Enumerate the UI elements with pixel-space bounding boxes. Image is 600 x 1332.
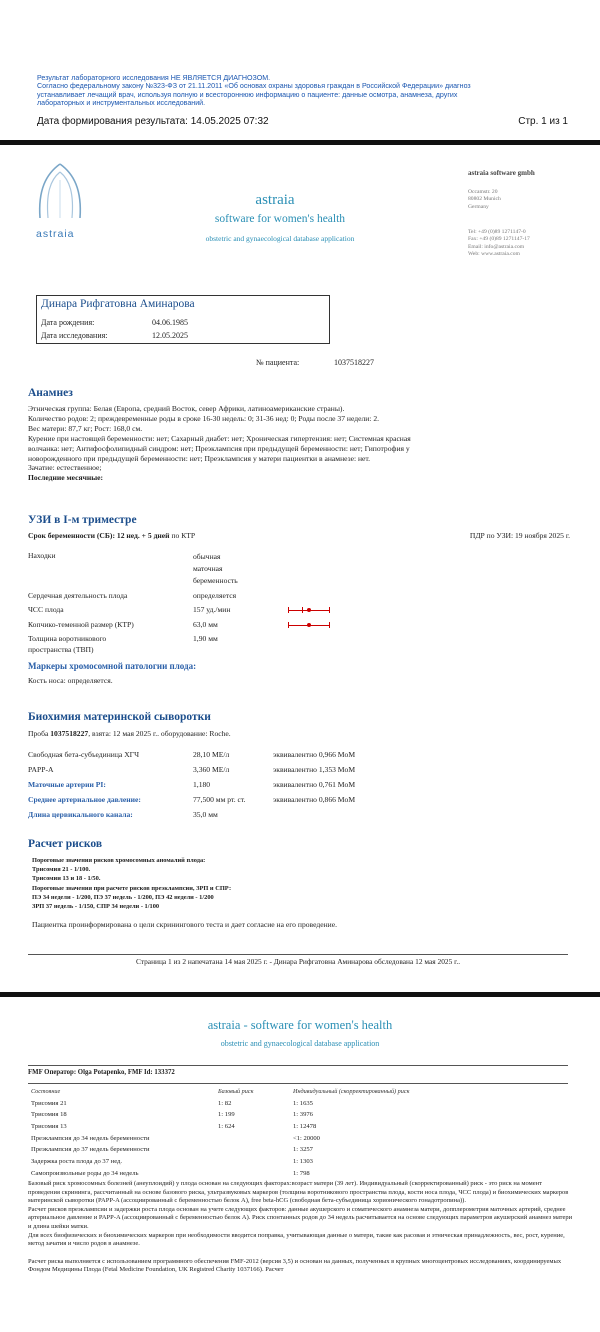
patient-name: Динара Рифгатовна Аминарова [41,298,195,310]
findings-label: Находки [28,551,56,560]
exam-date-label: Дата исследования: [41,331,108,340]
risk-line: ПЭ 34 недели - 1/200, ПЭ 37 недель - 1/200, ПЭ 42 недели - 1/200 [32,893,214,901]
findings-line: обычная [193,552,221,561]
page-number: Стр. 1 из 1 [518,116,568,127]
uta-pi-value: 1,180 [193,780,211,789]
markers-title: Маркеры хромосомной патологии плода: [28,661,197,671]
operator: FMF Оператор: Olga Potapenko, FMF Id: 133372 [28,1069,175,1076]
page-divider [0,992,600,997]
anamnesis-text [28,404,578,483]
nasal-bone: Кость носа: определяется. [28,676,113,685]
page2-subtitle: obstetric and gynaecological database application [220,1039,380,1048]
dob-value: 04.06.1985 [152,318,188,327]
explanation [28,1180,574,1275]
risk-line: Трисомия 21 - 1/100. [32,866,91,874]
notice-line: лабораторных и инструментальных исследований. [37,99,206,108]
risk-individual: 1: 798 [293,1169,310,1177]
patient-id-value: 1037518227 [334,358,374,367]
risk-base: 1: 199 [218,1111,235,1119]
nt-value: 1,90 мм [193,634,218,643]
last-period: Последние месячные: [28,473,104,483]
table-row [31,1111,551,1123]
biochem-title: Биохимия материнской сыворотки [28,711,211,723]
sample-prefix: Проба [28,729,51,738]
crl-value: 63,0 мм [193,620,218,629]
crl-range-marker [288,622,330,630]
col-state: Состояние [31,1088,61,1095]
heart-activity-value: определяется [193,591,237,600]
fhr-value: 157 уд./мин [193,605,231,614]
findings-line: маточная [193,564,223,573]
risk-base [218,1135,293,1147]
anamnesis-line: Этническая группа: Белая (Европа, средний Восток, север Африки, латиноамериканские страны). [28,404,345,413]
edd: ПДР по УЗИ: 19 ноября 2025 г. [469,531,570,540]
contact-line: Email: info@astraia.com [468,243,525,250]
map-value: 77,500 мм рт. ст. [193,795,246,804]
anamnesis-line: Курение при настоящей беременности: нет; Сахарный диабет: нет; Хроническая гипертензия: нет; Системная красная [28,433,411,443]
nt-label [28,634,106,655]
result-date: Дата формирования результата: 14.05.2025 07:32 [37,116,269,127]
cervix-label: Длина цервикального канала: [28,810,133,819]
uta-pi-label: Маточные артерии PI: [28,780,106,789]
sample-info [28,729,231,738]
exam-date-value: 12.05.2025 [152,331,188,340]
hcg-label: Свободная бета-субъединица ХГЧ [28,750,140,759]
risk-name: Трисомия 18 [31,1111,67,1119]
explanation-para: Для всех биофизических и биохимических маркеров при необходимости вводится поправка, учитывающая данные о матери, такие как расовая и этническая принадлежность, вес, рост, курение, метод зачатия и число родов в анамнезе. [28,1231,565,1248]
risk-individual: 1: 12478 [293,1123,317,1131]
hcg-value: 28,10 МЕ/л [193,750,230,759]
risk-name: Преэклампсия до 37 недель беременности [31,1146,150,1154]
gestation-term [28,531,195,540]
risk-base: 1: 624 [218,1123,235,1131]
risk-individual: 1: 3257 [293,1146,313,1154]
risk-base [218,1146,293,1158]
crl-label: Копчико-теменной размер (КТР) [28,620,134,629]
risk-name: Задержка роста плода до 37 нед. [31,1158,123,1166]
sample-id: 1037518227 [50,729,89,738]
risk-line: Пороговые значения при расчете рисков преэклампсии, ЗРП и СПР: [32,884,232,892]
col-individual: Индивидуальный (скорректированный) риск [293,1088,410,1095]
operator-bottom-line [28,1083,568,1084]
fhr-label: ЧСС плода [28,605,64,614]
uta-pi-mom: эквивалентно 0,761 MoM [273,780,356,789]
risk-individual: 1: 1303 [293,1158,313,1166]
risk-line: ЗРП 37 недель - 1/150, СПР 34 недели - 1/100 [32,903,160,911]
address-line: Germany [468,203,489,210]
risk-individual: 1: 1635 [293,1099,313,1107]
contact-line: Web: www.astraia.com [468,251,520,258]
findings-value [193,551,238,587]
risk-individual: 1: 3976 [293,1111,313,1119]
risk-name: Трисомия 21 [31,1099,67,1107]
ultrasound-title: УЗИ в I-м триместре [28,514,137,526]
risk-base: 1: 82 [218,1099,232,1107]
pappa-value: 3,360 МЕ/л [193,765,230,774]
astraia-logo-icon [30,160,90,224]
notice-line: Согласно федеральному закону №323-ФЗ от 21.11.2011 «Об основах охраны здоровья граждан в Российской Федерации» диагноз [37,82,471,91]
risk-name: Самопроизвольные роды до 34 недель [31,1169,139,1177]
informed-consent: Пациентка проинформирована о цели скринингового теста и дает согласие на его проведение. [32,920,337,929]
explanation-para: Расчет рисков преэклампсии и задержки роста плода основан на учете следующих факторов: данные акушерского и соматического анамнеза матери, допплерометрия маточных артерий, среднее артериальное давление и PAPP-A (ассоциированный с беременностью белок А). Риск спонтанных родов до 34 недель расчитывается на основе следующих параметров акушерский анамнез матери и длина шейки матки. [28,1205,573,1230]
pappa-label: PAPP-A [28,765,54,774]
map-mom: эквивалентно 0,866 MoM [273,795,356,804]
anamnesis-title: Анамнез [28,387,73,399]
map-label: Среднее артериальное давление: [28,795,141,804]
risk-title: Расчет рисков [28,838,103,850]
address-line: Occamstr. 20 [468,189,498,195]
risk-table-header [31,1088,551,1100]
company-contacts [468,229,530,259]
brand-title: astraia [255,192,295,208]
contact-line: Tel: +49 (0)89 1271147-0 [468,229,526,235]
pappa-mom: эквивалентно 1,353 MoM [273,765,356,774]
nt-label-line: Толщина воротникового [28,634,107,643]
address-line: 80802 Munich [468,196,501,203]
lab-notice [37,74,557,108]
risk-thresholds [32,856,231,911]
contact-line: Fax: +49 (0)89 1271147-17 [468,236,530,243]
table-row [31,1146,551,1158]
fhr-range-marker [288,607,330,615]
anamnesis-line: новорожденного при предыдущей беременности: нет; Преэклампсия у матери пациентки в анамнезе: нет. [28,453,371,463]
table-row [31,1135,551,1147]
nt-label-line: пространства (ТВП) [28,644,94,654]
anamnesis-line: волчанка: нет; Антифосфолипидный синдром: нет; Преэклампсия при предыдущей беременности: нет; Гипотрофия у [28,443,410,453]
patient-id-label: № пациента: [256,358,300,367]
anamnesis-line: Зачатие: естественное; [28,463,102,473]
table-row [31,1100,551,1112]
risk-line: Пороговые значения рисков хромосомных аномалий плода: [32,857,206,864]
risk-base [218,1158,293,1170]
heart-activity-label: Сердечная деятельность плода [28,591,128,600]
sample-suffix: , взята: 12 мая 2025 г.. оборудование: Roche. [88,729,231,738]
footer-line [28,954,568,955]
gestation-term-suffix: по КТР [169,531,196,540]
risk-line: Трисомии 13 и 18 - 1/50. [32,875,101,883]
hcg-mom: эквивалентно 0,966 MoM [273,750,356,759]
explanation-para: Расчет риска выполняется с использованием программного обеспечения FMF-2012 (версия 3,5) и основан на данных, полученных в крупных многоцентровых исследованиях, координируемых Фондом Медицины Плода (Fetal Medicine Foundation, UK Registred Charity 1037166). Расчет [28,1257,562,1274]
risk-name: Преэклампсия до 34 недель беременности [31,1134,150,1142]
notice-line: Результат лабораторного исследования НЕ ЯВЛЯЕТСЯ ДИАГНОЗОМ. [37,74,271,82]
risk-table [31,1088,551,1182]
page-footer: Страница 1 из 2 напечатана 14 мая 2025 г. - Динара Рифгатовна Аминарова обследована 12 мая 2025 г.. [135,957,461,966]
anamnesis-line: Количество родов: 2; преждевременные роды в сроке 16-30 недель: 0; 31-36 нед: 0; Роды после 37 недели: 2. [28,413,380,423]
brand-subtitle-2: obstetric and gynaecological database application [205,234,355,243]
risk-individual: <1: 20000 [293,1134,320,1142]
anamnesis-line: Вес матери: 87,7 кг; Рост: 168,0 см. [28,423,143,433]
table-row [31,1123,551,1135]
cervix-value: 35,0 мм [193,810,218,819]
company-address [468,189,501,211]
brand-subtitle: software for women's health [214,213,346,225]
page2-title: astraia - software for women's health [207,1018,393,1032]
explanation-para: Базовый риск хромосомных болезней (анеуплоидий) у плода основан на следующих факторах:возраст матери (39 лет). Индивидуальный (скорректированный) риск - это риск на момент проведения скрининга, рассчитанный на основе базового риска, ультразвуковых маркеров (толщина воротникового пространства плода, кости носа плода, ЧСС плода) и биохимических маркеров материнской сыворотки (PAPP-A (ассоциированный с беременностью белок А), free beta-hCG (свободная бета-субъединица хорионического гонадотропина)). [28,1180,569,1205]
gestation-term-value: Срок беременности (СБ): 12 нед. + 5 дней [28,531,170,540]
findings-line: беременность [193,576,238,585]
col-base: Базовый риск [218,1088,254,1095]
logo-text: astraia [36,228,75,240]
operator-top-line [28,1065,568,1066]
notice-line: устанавливает лечащий врач, используя полную и всестороннюю информацию о пациенте: данные осмотра, анамнеза, других [37,90,458,99]
dob-label: Дата рождения: [41,318,95,327]
company-name: astraia software gmbh [468,169,535,177]
risk-name: Трисомия 13 [31,1123,67,1131]
top-divider [0,140,600,145]
table-row [31,1158,551,1170]
